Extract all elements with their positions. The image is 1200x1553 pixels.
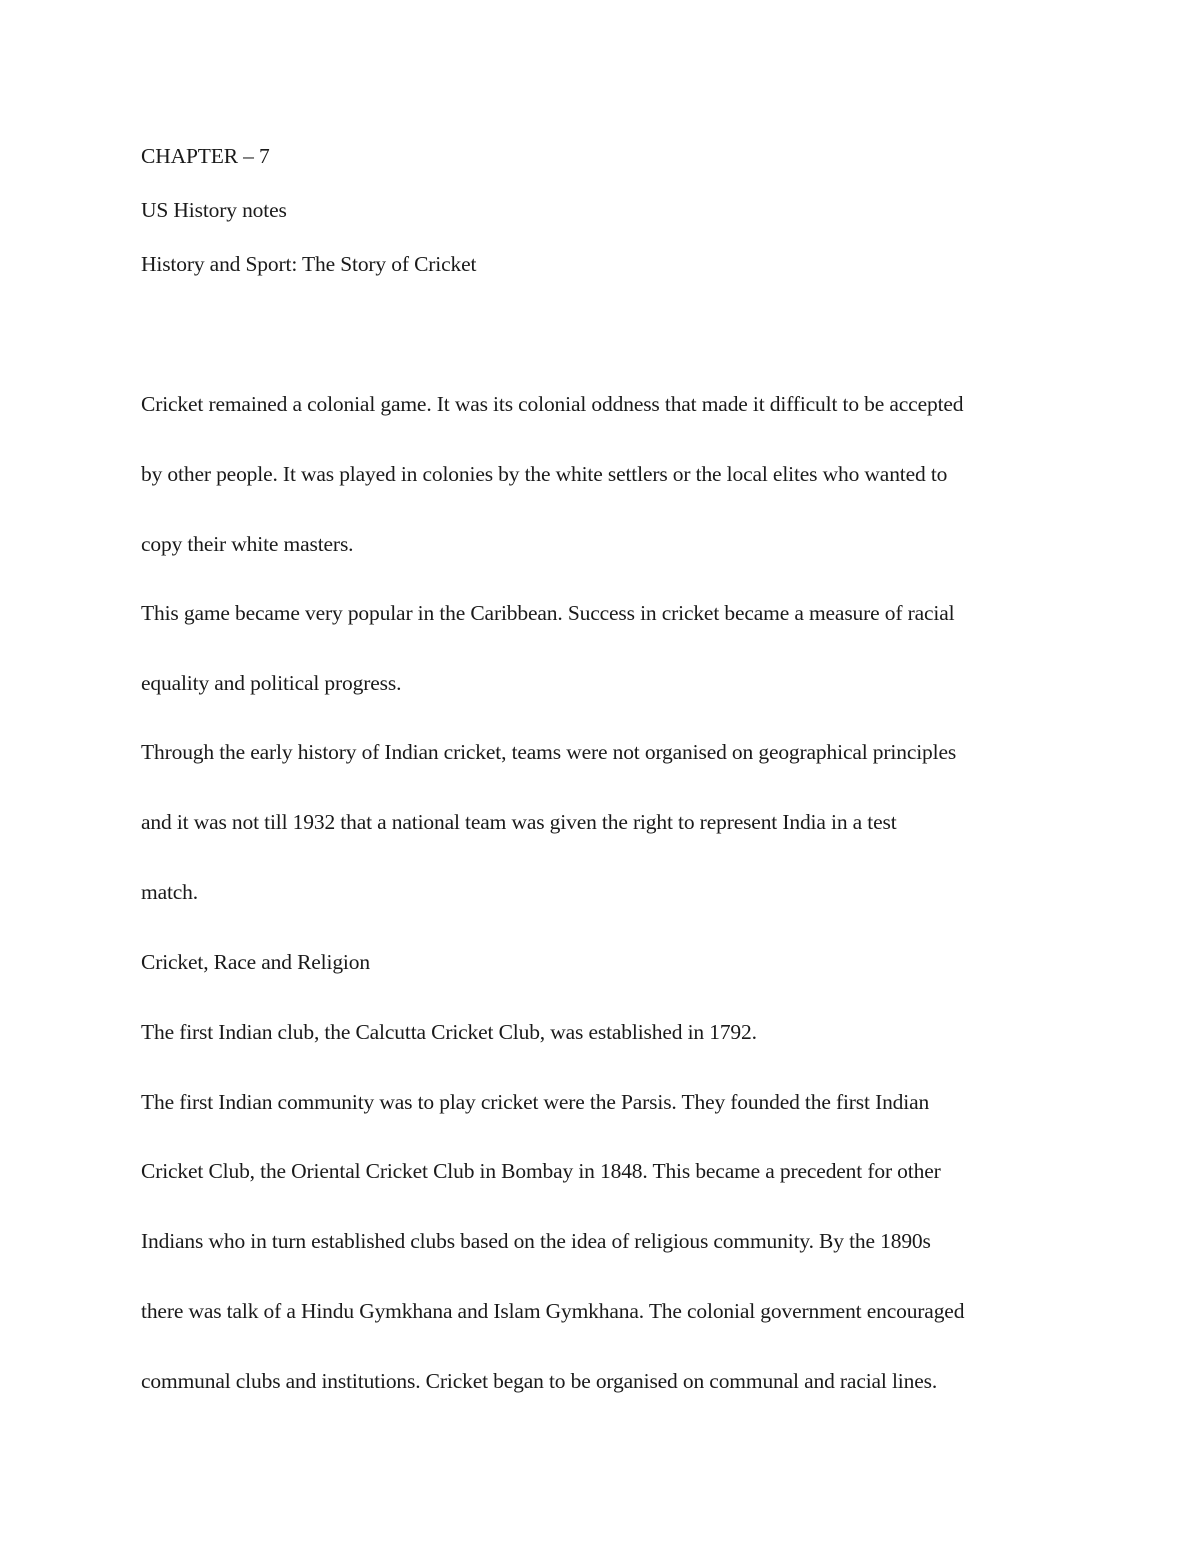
text-line: match. [141, 880, 199, 904]
text-line: The first Indian club, the Calcutta Cricket Club, was established in 1792. [141, 1020, 757, 1044]
text-line: Cricket remained a colonial game. It was its colonial oddness that made it difficult to be accepted [141, 392, 964, 416]
text-line: Through the early history of Indian cricket, teams were not organised on geographical principles [141, 740, 957, 764]
text-line: communal clubs and institutions. Cricket began to be organised on communal and racial lines. [141, 1369, 938, 1393]
subject-label: US History notes [141, 198, 287, 222]
chapter-heading: CHAPTER – 7 [141, 144, 270, 168]
text-line: The first Indian community was to play cricket were the Parsis. They founded the first Indian [141, 1090, 930, 1114]
section-heading: Cricket, Race and Religion [141, 950, 370, 974]
text-line: Indians who in turn established clubs based on the idea of religious community. By the 1890s [141, 1229, 931, 1253]
text-line: and it was not till 1932 that a national team was given the right to represent India in a test [141, 810, 897, 834]
text-line: Cricket Club, the Oriental Cricket Club in Bombay in 1848. This became a precedent for other [141, 1159, 941, 1183]
text-line: copy their white masters. [141, 532, 354, 556]
text-line: there was talk of a Hindu Gymkhana and Islam Gymkhana. The colonial government encouraged [141, 1299, 965, 1323]
text-line: by other people. It was played in colonies by the white settlers or the local elites who wanted to [141, 462, 948, 486]
text-line: This game became very popular in the Caribbean. Success in cricket became a measure of racial [141, 601, 955, 625]
document-title: History and Sport: The Story of Cricket [141, 252, 477, 276]
text-line: equality and political progress. [141, 671, 402, 695]
